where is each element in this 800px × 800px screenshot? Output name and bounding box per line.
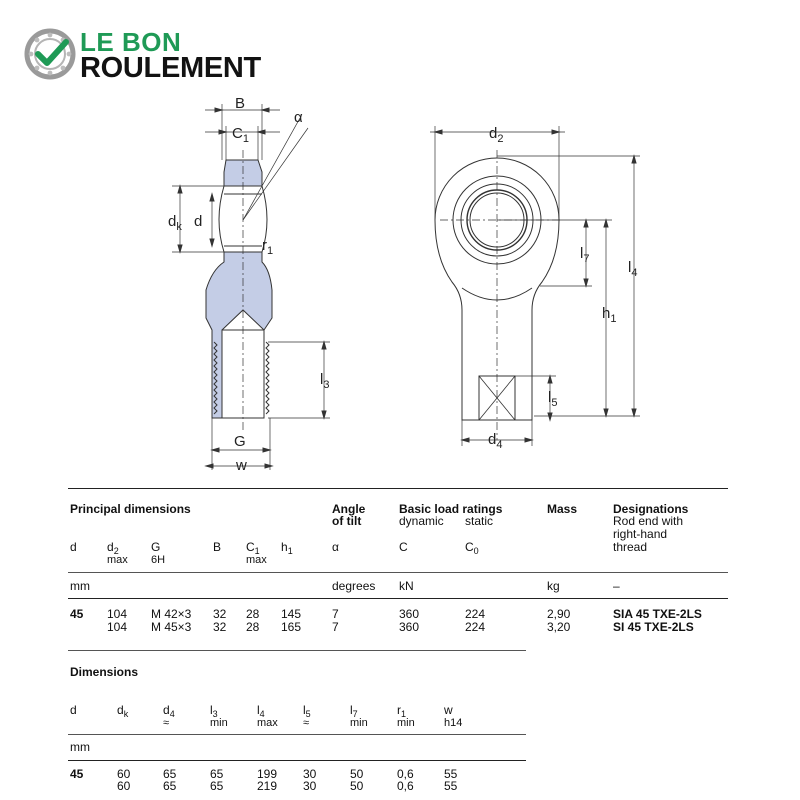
table2-units-rule [68, 734, 526, 735]
cell-r1: 0,6 [397, 767, 414, 781]
label-d4: $d_4$ [488, 431, 503, 451]
label-l3: $l_3$ [320, 371, 330, 391]
cell-h1: 165 [281, 620, 302, 634]
cell-C1: 28 [246, 620, 260, 634]
sym-r1-note: min [397, 717, 415, 729]
cell-C0: 224 [465, 620, 486, 634]
logo-line-2: ROULEMENT [80, 52, 261, 84]
header-mass: Mass [547, 502, 578, 516]
cell-r1: 0,6 [397, 779, 414, 793]
cell-l5: 30 [303, 767, 317, 781]
sym-d2-note: max [107, 554, 128, 566]
cell-designation: SI 45 TXE-2LS [613, 620, 694, 634]
cell-h1: 145 [281, 607, 302, 621]
sym-d: d [70, 540, 77, 554]
header-angle-line1: Angle [332, 502, 366, 516]
sym-C1: $C_1$ [246, 540, 260, 556]
cell-d2: 104 [107, 607, 128, 621]
sym-r1: $r_1$ [397, 703, 407, 719]
label-alpha: α [294, 109, 303, 126]
header-angle-line2: of tilt [332, 514, 362, 528]
sym-d2: $d_2$ [107, 540, 119, 556]
cell-l3: 65 [210, 767, 224, 781]
sym-C: C [399, 540, 408, 554]
label-l7: $l_7$ [580, 245, 590, 265]
sym-dk: $d_k$ [117, 703, 129, 719]
cell-l5: 30 [303, 779, 317, 793]
header-designations: Designations [613, 502, 689, 516]
sym-G-note: 6H [151, 554, 166, 566]
cell-dk: 60 [117, 779, 131, 793]
cell-G: M 45×3 [151, 620, 192, 634]
unit-kg: kg [547, 579, 560, 593]
label-C1: $C_1$ [232, 125, 249, 145]
cell-l4: 199 [257, 767, 278, 781]
header-desig-line4: thread [613, 540, 648, 554]
cell-l3: 65 [210, 779, 224, 793]
sym-C1-note: max [246, 554, 267, 566]
table1-data-rule [68, 598, 728, 599]
sym-alpha: α [332, 540, 339, 554]
label-B: B [235, 95, 246, 112]
unit-dash: – [613, 579, 620, 593]
cell-B: 32 [213, 607, 227, 621]
sym-d: d [70, 703, 77, 717]
sym-l3-note: min [210, 717, 228, 729]
sym-C0: $C_0$ [465, 540, 479, 556]
header-desig-line2: Rod end with [613, 514, 684, 528]
cell-w: 55 [444, 779, 458, 793]
label-d: d [194, 213, 203, 230]
cell-w: 55 [444, 767, 458, 781]
label-r1: $r_1$ [262, 237, 274, 257]
header-load-static: static [465, 514, 494, 528]
cell-l7: 50 [350, 767, 364, 781]
sym-l4-note: max [257, 717, 278, 729]
cell-alpha: 7 [332, 620, 339, 634]
dimensions-title: Dimensions [70, 665, 139, 679]
sym-l7-note: min [350, 717, 368, 729]
label-w: w [236, 457, 247, 474]
cell-l4: 219 [257, 779, 278, 793]
unit-degrees: degrees [332, 579, 376, 593]
label-l4: $l_4$ [628, 259, 638, 279]
label-l5: $l_5$ [548, 389, 558, 409]
sym-l5: $l_5$ [303, 703, 311, 719]
cell-dk: 60 [117, 767, 131, 781]
header-load-dynamic: dynamic [399, 514, 444, 528]
unit-mm: mm [70, 740, 90, 754]
cell-l7: 50 [350, 779, 364, 793]
sym-d4: $d_4$ [163, 703, 175, 719]
table1-units-rule [68, 572, 728, 573]
cell-C: 360 [399, 607, 420, 621]
table1-group-d: 45 [70, 607, 84, 621]
sym-B: B [213, 540, 222, 554]
cell-C1: 28 [246, 607, 260, 621]
sym-G: G [151, 540, 161, 554]
sym-h1: $h_1$ [281, 540, 293, 556]
cell-B: 32 [213, 620, 227, 634]
header-desig-line3: right-hand [613, 527, 668, 541]
sym-l4: $l_4$ [257, 703, 265, 719]
label-dk: $d_k$ [168, 213, 182, 233]
unit-mm: mm [70, 579, 90, 593]
cell-G: M 42×3 [151, 607, 192, 621]
label-G: G [234, 433, 246, 450]
header-load-ratings: Basic load ratings [399, 502, 503, 516]
cell-d2: 104 [107, 620, 128, 634]
table2-data-rule [68, 760, 526, 761]
cell-designation: SIA 45 TXE-2LS [613, 607, 702, 621]
label-d2: $d_2$ [489, 125, 504, 145]
sym-w-note: h14 [444, 717, 463, 729]
table1-bottom-rule [68, 650, 526, 651]
unit-kN: kN [399, 579, 414, 593]
label-h1: $h_1$ [602, 305, 617, 325]
cell-mass: 3,20 [547, 620, 571, 634]
sym-w: w [444, 703, 453, 717]
sym-l3: $l_3$ [210, 703, 218, 719]
sym-l5-note: ≈ [303, 717, 310, 729]
table1-top-rule [68, 488, 728, 489]
cell-d4: 65 [163, 767, 177, 781]
cell-alpha: 7 [332, 607, 339, 621]
cell-C: 360 [399, 620, 420, 634]
logo-line-1: LE BON [80, 27, 182, 57]
cell-C0: 224 [465, 607, 486, 621]
cell-d4: 65 [163, 779, 177, 793]
cell-mass: 2,90 [547, 607, 571, 621]
header-principal-dimensions: Principal dimensions [70, 502, 191, 516]
sym-d4-note: ≈ [163, 717, 170, 729]
table2-group-d: 45 [70, 767, 84, 781]
sym-l7: $l_7$ [350, 703, 358, 719]
